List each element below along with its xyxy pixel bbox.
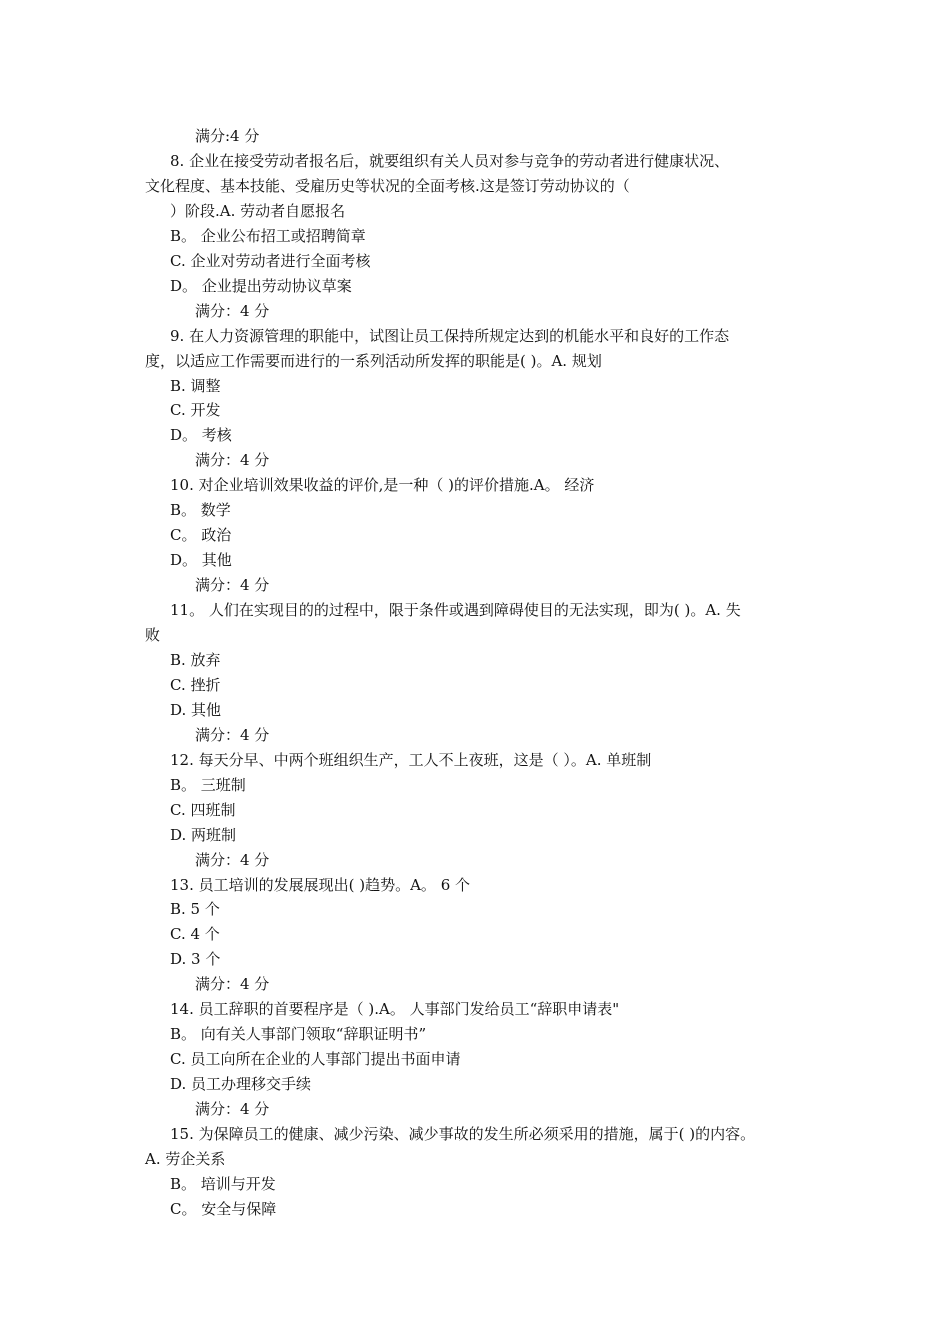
text-line: D. 两班制: [170, 825, 237, 844]
text-line: 满分：4 分: [195, 301, 270, 320]
text-line: 14. 员工辞职的首要程序是（ ).A。 人事部门发给员工“辞职申请表": [170, 1000, 620, 1019]
text-line: 度，以适应工作需要而进行的一系列活动所发挥的职能是( )。A. 规划: [145, 351, 602, 370]
text-line: B。 培训与开发: [170, 1174, 276, 1193]
text-line: 10. 对企业培训效果收益的评价,是一种（ )的评价措施.A。 经济: [170, 476, 595, 495]
text-line: 13. 员工培训的发展展现出( )趋势。A。 6 个: [170, 875, 471, 894]
text-line: C。 政治: [170, 526, 232, 545]
text-line: A. 劳企关系: [145, 1149, 226, 1168]
text-line: B. 放弃: [170, 650, 221, 669]
text-line: D. 3 个: [170, 950, 221, 969]
text-line: 15. 为保障员工的健康、减少污染、减少事故的发生所必须采用的措施，属于( )的内容。: [170, 1125, 756, 1143]
text-line: 满分：4 分: [195, 975, 270, 994]
text-line: B。 三班制: [170, 775, 246, 794]
text-line: D。 企业提出劳动协议草案: [170, 276, 352, 295]
text-line: C. 4 个: [170, 925, 220, 944]
text-line: D。 考核: [170, 426, 232, 445]
text-line: C. 企业对劳动者进行全面考核: [170, 251, 371, 270]
text-line: 12. 每天分早、中两个班组织生产，工人不上夜班，这是（ ）。A. 单班制: [170, 750, 652, 769]
text-line: C. 开发: [170, 401, 221, 420]
text-line: 满分:4 分: [195, 127, 260, 145]
text-line: D。 其他: [170, 551, 232, 570]
text-line: 满分：4 分: [195, 576, 270, 595]
text-line: C. 挫折: [170, 675, 221, 694]
text-line: 文化程度、基本技能、受雇历史等状况的全面考核.这是签订劳动协议的（: [145, 176, 630, 195]
text-line: D. 员工办理移交手续: [170, 1075, 312, 1094]
text-line: 8. 企业在接受劳动者报名后，就要组织有关人员对参与竞争的劳动者进行健康状况、: [170, 151, 730, 170]
text-line: C。 安全与保障: [170, 1199, 277, 1218]
text-line: 满分：4 分: [195, 451, 270, 470]
text-line: 9. 在人力资源管理的职能中，试图让员工保持所规定达到的机能水平和良好的工作态: [170, 326, 730, 345]
text-line: C. 员工向所在企业的人事部门提出书面申请: [170, 1050, 461, 1069]
text-line: 满分：4 分: [195, 1100, 270, 1118]
text-line: C. 四班制: [170, 800, 236, 819]
text-line: D. 其他: [170, 700, 222, 719]
text-line: 11。 人们在实现目的的过程中，限于条件或遇到障碍使目的无法实现，即为( )。A. 失: [170, 601, 741, 619]
text-line: B. 调整: [170, 376, 221, 395]
text-line: B. 5 个: [170, 900, 220, 919]
text-line: 满分：4 分: [195, 725, 270, 744]
text-line: B。 企业公布招工或招聘简章: [170, 226, 366, 245]
text-line: B。 数学: [170, 501, 231, 520]
text-line: 满分：4 分: [195, 850, 270, 869]
text-line: ）阶段.A. 劳动者自愿报名: [170, 201, 346, 220]
text-line: 败: [145, 626, 161, 644]
text-line: B。 向有关人事部门领取“辞职证明书”: [170, 1025, 427, 1044]
